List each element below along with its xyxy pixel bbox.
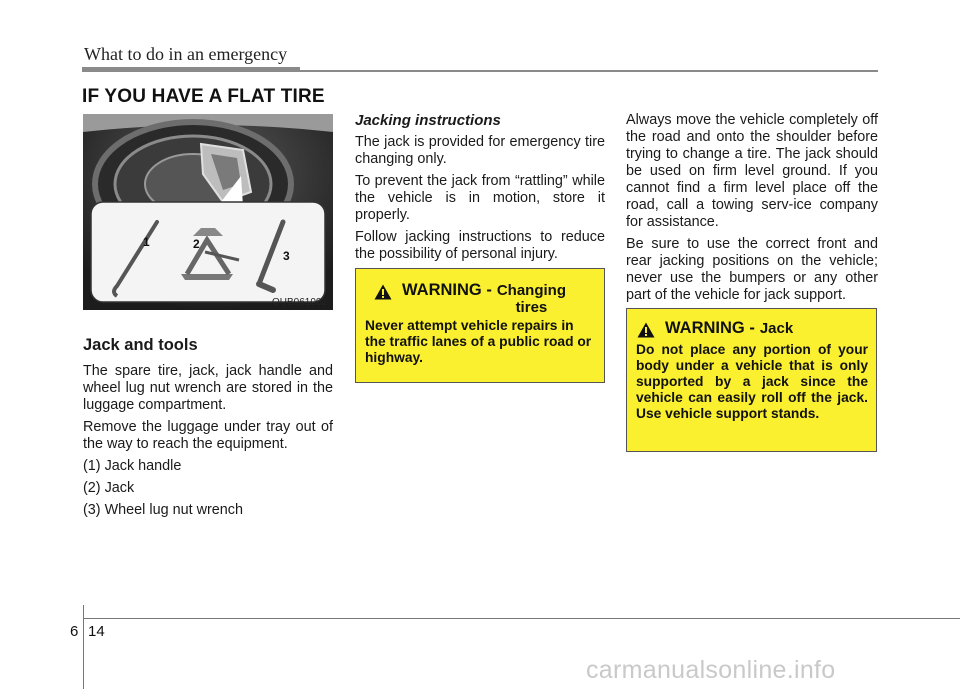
warning-title: Jack (759, 320, 794, 337)
warning-box-changing-tires (355, 268, 605, 383)
list-item-jack-handle: (1) Jack handle (83, 458, 182, 474)
jack-tools-para-1: The spare tire, jack, jack handle and wheel lug nut wrench are stored in the luggage compartment. (83, 363, 333, 413)
watermark: carmanualsonline.info (586, 656, 836, 684)
jack-tools-para-2: Remove the luggage under tray out of the way to reach the equipment. (83, 419, 333, 452)
callout-1: 1 (143, 235, 150, 249)
page-number: 14 (88, 623, 105, 640)
jacking-section (355, 112, 605, 268)
warning-2-body: Do not place any portion of your body under a vehicle that is only supported by a jack since the vehicle can easily roll off the jack. Use vehicle support stands. (636, 342, 868, 421)
warning-triangle-icon (637, 322, 655, 338)
warning-box-jack (626, 308, 877, 452)
right-column (626, 112, 878, 309)
warning-1-body: Never attempt vehicle repairs in the traffic lanes of a public road or highway. (365, 318, 592, 365)
figure-caption: OUB061002 (272, 297, 328, 308)
warning-triangle-icon (374, 284, 392, 300)
jacking-para-2: To prevent the jack from “rattling” while the vehicle is in motion, store it properly. (355, 173, 605, 223)
warning-title-line-1: Changing (496, 282, 566, 299)
section-title: IF YOU HAVE A FLAT TIRE (82, 86, 325, 107)
page-header-title: What to do in an emergency (84, 44, 288, 64)
section-number: 6 (70, 623, 79, 640)
warning-label: WARNING - (665, 319, 755, 337)
callout-3: 3 (283, 249, 290, 263)
jack-tools-section (83, 337, 333, 524)
jack-tools-heading: Jack and tools (83, 336, 198, 354)
right-para-1: Always move the vehicle completely off the road and onto the shoulder before trying to change a tire. The jack should be used on firm level ground. If you cannot find a firm level place off the road, call a towing serv-ice company for assistance. (626, 112, 878, 230)
jacking-para-3: Follow jacking instructions to reduce the possibility of personal injury. (355, 229, 605, 262)
warning-title-line-2: tires (515, 299, 548, 316)
jacking-heading: Jacking instructions (355, 112, 501, 129)
footer-divider-horizontal (83, 618, 960, 619)
right-para-2: Be sure to use the correct front and rear jacking positions on the vehicle; never use the bumpers or any other part of the vehicle for jack support. (626, 236, 878, 303)
spare-tire-photo (83, 114, 333, 310)
warning-label: WARNING - (402, 281, 492, 299)
jacking-para-1: The jack is provided for emergency tire changing only. (355, 134, 605, 167)
header-rule (82, 70, 878, 72)
callout-2: 2 (193, 237, 200, 251)
list-item-lug-wrench: (3) Wheel lug nut wrench (83, 502, 243, 518)
list-item-jack: (2) Jack (83, 480, 135, 496)
